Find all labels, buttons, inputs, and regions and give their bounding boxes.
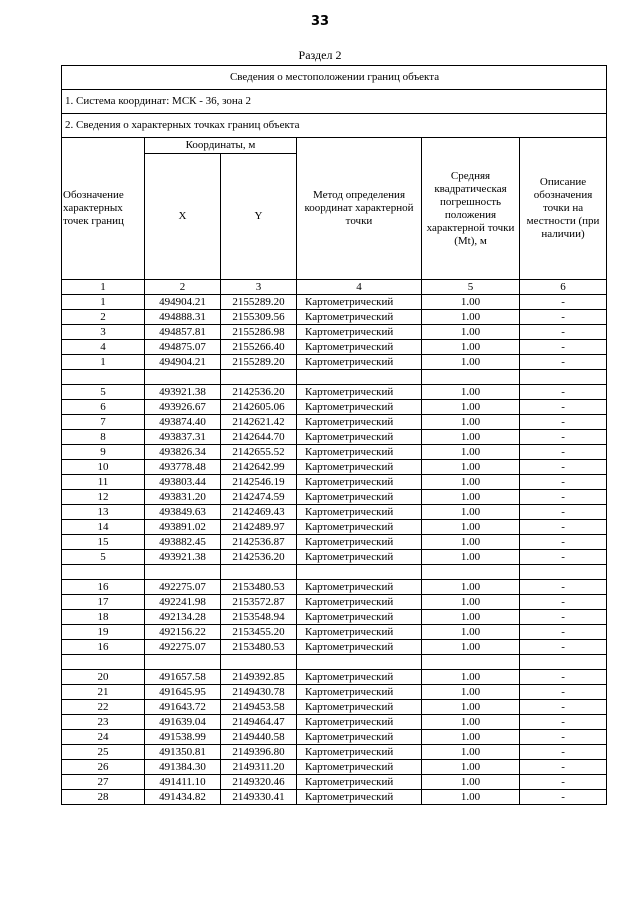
empty-cell <box>520 565 607 580</box>
table-row <box>62 670 607 685</box>
description-cell: - <box>520 610 607 625</box>
empty-cell <box>422 565 520 580</box>
x-coordinate-cell: 494904.21 <box>145 295 221 310</box>
column-number: 1 <box>62 280 145 295</box>
description-cell: - <box>520 460 607 475</box>
x-coordinate-cell: 493849.63 <box>145 505 221 520</box>
accuracy-cell: 1.00 <box>422 430 520 445</box>
x-coordinate-cell: 491411.10 <box>145 775 221 790</box>
accuracy-cell: 1.00 <box>422 685 520 700</box>
description-cell: - <box>520 550 607 565</box>
point-number-cell: 23 <box>62 715 145 730</box>
point-number-cell: 27 <box>62 775 145 790</box>
y-coordinate-cell: 2149311.20 <box>221 760 297 775</box>
accuracy-cell: 1.00 <box>422 385 520 400</box>
x-coordinate-cell: 491643.72 <box>145 700 221 715</box>
accuracy-cell: 1.00 <box>422 715 520 730</box>
table-row <box>62 475 607 490</box>
column-number: 4 <box>297 280 422 295</box>
point-number-cell: 28 <box>62 790 145 805</box>
point-number-cell: 14 <box>62 520 145 535</box>
description-cell: - <box>520 730 607 745</box>
y-coordinate-cell: 2153455.20 <box>221 625 297 640</box>
point-number-cell: 17 <box>62 595 145 610</box>
y-coordinate-cell: 2142536.20 <box>221 550 297 565</box>
empty-cell <box>145 565 221 580</box>
table-row <box>62 700 607 715</box>
empty-cell <box>62 565 145 580</box>
point-number-cell: 18 <box>62 610 145 625</box>
x-coordinate-cell: 492275.07 <box>145 640 221 655</box>
description-cell: - <box>520 310 607 325</box>
method-cell: Картометрический <box>297 355 422 370</box>
table-row <box>62 520 607 535</box>
empty-cell <box>221 655 297 670</box>
accuracy-cell: 1.00 <box>422 745 520 760</box>
y-coordinate-cell: 2149320.46 <box>221 775 297 790</box>
x-coordinate-cell: 494904.21 <box>145 355 221 370</box>
table-row <box>62 460 607 475</box>
point-number-cell: 25 <box>62 745 145 760</box>
y-coordinate-cell: 2155309.56 <box>221 310 297 325</box>
y-coordinate-cell: 2149392.85 <box>221 670 297 685</box>
description-cell: - <box>520 715 607 730</box>
point-number-cell: 2 <box>62 310 145 325</box>
y-coordinate-cell: 2155289.20 <box>221 355 297 370</box>
table-row <box>62 535 607 550</box>
accuracy-cell: 1.00 <box>422 310 520 325</box>
method-cell: Картометрический <box>297 310 422 325</box>
method-cell: Картометрический <box>297 385 422 400</box>
description-cell: - <box>520 535 607 550</box>
y-coordinate-cell: 2149453.58 <box>221 700 297 715</box>
method-cell: Картометрический <box>297 595 422 610</box>
method-cell: Картометрический <box>297 415 422 430</box>
description-cell: - <box>520 415 607 430</box>
column-number: 6 <box>520 280 607 295</box>
table-row <box>62 550 607 565</box>
table-row <box>62 415 607 430</box>
method-cell: Картометрический <box>297 670 422 685</box>
x-coordinate-cell: 494857.81 <box>145 325 221 340</box>
method-cell: Картометрический <box>297 430 422 445</box>
y-coordinate-cell: 2142621.42 <box>221 415 297 430</box>
accuracy-cell: 1.00 <box>422 610 520 625</box>
description-cell: - <box>520 520 607 535</box>
method-cell: Картометрический <box>297 730 422 745</box>
point-number-cell: 26 <box>62 760 145 775</box>
x-coordinate-cell: 493882.45 <box>145 535 221 550</box>
table-row <box>62 760 607 775</box>
y-coordinate-cell: 2142474.59 <box>221 490 297 505</box>
point-number-cell: 5 <box>62 550 145 565</box>
y-coordinate-cell: 2149396.80 <box>221 745 297 760</box>
description-cell: - <box>520 325 607 340</box>
table-row <box>62 325 607 340</box>
x-coordinate-cell: 493874.40 <box>145 415 221 430</box>
y-coordinate-cell: 2149464.47 <box>221 715 297 730</box>
table-row <box>62 340 607 355</box>
y-coordinate-cell: 2155289.20 <box>221 295 297 310</box>
x-coordinate-cell: 492134.28 <box>145 610 221 625</box>
accuracy-cell: 1.00 <box>422 535 520 550</box>
description-cell: - <box>520 340 607 355</box>
accuracy-cell: 1.00 <box>422 595 520 610</box>
group-separator-row <box>62 370 607 385</box>
method-cell: Картометрический <box>297 460 422 475</box>
y-coordinate-cell: 2153480.53 <box>221 580 297 595</box>
point-number-cell: 3 <box>62 325 145 340</box>
description-cell: - <box>520 790 607 805</box>
point-number-cell: 7 <box>62 415 145 430</box>
point-number-cell: 6 <box>62 400 145 415</box>
x-coordinate-cell: 491639.04 <box>145 715 221 730</box>
description-cell: - <box>520 700 607 715</box>
group-separator-row <box>62 565 607 580</box>
table-row <box>62 430 607 445</box>
page-number: 33 <box>310 14 330 29</box>
y-coordinate-cell: 2142469.43 <box>221 505 297 520</box>
empty-cell <box>145 370 221 385</box>
point-number-cell: 20 <box>62 670 145 685</box>
y-coordinate-cell: 2142536.87 <box>221 535 297 550</box>
method-cell: Картометрический <box>297 685 422 700</box>
table-row <box>62 505 607 520</box>
description-cell: - <box>520 385 607 400</box>
group-separator-row <box>62 655 607 670</box>
y-coordinate-cell: 2155266.40 <box>221 340 297 355</box>
point-number-cell: 12 <box>62 490 145 505</box>
method-cell: Картометрический <box>297 790 422 805</box>
accuracy-cell: 1.00 <box>422 730 520 745</box>
table-row <box>62 640 607 655</box>
accuracy-cell: 1.00 <box>422 505 520 520</box>
point-number-cell: 13 <box>62 505 145 520</box>
header-designation: Обозначение характерных точек границ <box>62 138 145 280</box>
empty-cell <box>422 655 520 670</box>
column-number: 3 <box>221 280 297 295</box>
empty-cell <box>297 565 422 580</box>
accuracy-cell: 1.00 <box>422 625 520 640</box>
y-coordinate-cell: 2142546.19 <box>221 475 297 490</box>
method-cell: Картометрический <box>297 535 422 550</box>
method-cell: Картометрический <box>297 640 422 655</box>
column-numbers-row <box>62 280 607 295</box>
header-accuracy: Средняя квадратическая погрешность положения характерной точки (Mt), м <box>422 138 520 280</box>
accuracy-cell: 1.00 <box>422 580 520 595</box>
empty-cell <box>221 565 297 580</box>
table-row <box>62 445 607 460</box>
description-cell: - <box>520 355 607 370</box>
point-number-cell: 5 <box>62 385 145 400</box>
point-number-cell: 10 <box>62 460 145 475</box>
method-cell: Картометрический <box>297 625 422 640</box>
x-coordinate-cell: 492156.22 <box>145 625 221 640</box>
x-coordinate-cell: 491434.82 <box>145 790 221 805</box>
method-cell: Картометрический <box>297 340 422 355</box>
point-number-cell: 24 <box>62 730 145 745</box>
description-cell: - <box>520 625 607 640</box>
accuracy-cell: 1.00 <box>422 295 520 310</box>
description-cell: - <box>520 580 607 595</box>
accuracy-cell: 1.00 <box>422 460 520 475</box>
table-row <box>62 400 607 415</box>
table-row <box>62 490 607 505</box>
method-cell: Картометрический <box>297 715 422 730</box>
x-coordinate-cell: 493921.38 <box>145 385 221 400</box>
x-coordinate-cell: 494888.31 <box>145 310 221 325</box>
empty-cell <box>520 655 607 670</box>
accuracy-cell: 1.00 <box>422 400 520 415</box>
empty-cell <box>145 655 221 670</box>
description-cell: - <box>520 400 607 415</box>
accuracy-cell: 1.00 <box>422 355 520 370</box>
x-coordinate-cell: 492241.98 <box>145 595 221 610</box>
table-row <box>62 625 607 640</box>
empty-cell <box>62 655 145 670</box>
y-coordinate-cell: 2149440.58 <box>221 730 297 745</box>
accuracy-cell: 1.00 <box>422 445 520 460</box>
point-number-cell: 1 <box>62 355 145 370</box>
table-row <box>62 745 607 760</box>
header-y: Y <box>221 154 297 280</box>
x-coordinate-cell: 493837.31 <box>145 430 221 445</box>
x-coordinate-cell: 493778.48 <box>145 460 221 475</box>
accuracy-cell: 1.00 <box>422 415 520 430</box>
header-method: Метод определения координат характерной точки <box>297 138 422 280</box>
description-cell: - <box>520 505 607 520</box>
empty-cell <box>62 370 145 385</box>
y-coordinate-cell: 2153548.94 <box>221 610 297 625</box>
point-number-cell: 8 <box>62 430 145 445</box>
accuracy-cell: 1.00 <box>422 670 520 685</box>
y-coordinate-cell: 2142655.52 <box>221 445 297 460</box>
table-title: Сведения о местоположении границ объекта <box>62 66 607 90</box>
method-cell: Картометрический <box>297 505 422 520</box>
x-coordinate-cell: 491350.81 <box>145 745 221 760</box>
empty-cell <box>297 655 422 670</box>
table-row <box>62 580 607 595</box>
table-row <box>62 295 607 310</box>
table-row <box>62 715 607 730</box>
method-cell: Картометрический <box>297 520 422 535</box>
header-x: X <box>145 154 221 280</box>
method-cell: Картометрический <box>297 475 422 490</box>
description-cell: - <box>520 685 607 700</box>
table-row <box>62 355 607 370</box>
method-cell: Картометрический <box>297 325 422 340</box>
table-row <box>62 610 607 625</box>
description-cell: - <box>520 670 607 685</box>
table-row <box>62 790 607 805</box>
accuracy-cell: 1.00 <box>422 790 520 805</box>
header-description: Описание обозначения точки на местности (при наличии) <box>520 138 607 280</box>
description-cell: - <box>520 640 607 655</box>
y-coordinate-cell: 2142605.06 <box>221 400 297 415</box>
method-cell: Картометрический <box>297 700 422 715</box>
points-heading: 2. Сведения о характерных точках границ объекта <box>62 114 607 138</box>
method-cell: Картометрический <box>297 550 422 565</box>
y-coordinate-cell: 2149430.78 <box>221 685 297 700</box>
method-cell: Картометрический <box>297 775 422 790</box>
method-cell: Картометрический <box>297 745 422 760</box>
method-cell: Картометрический <box>297 445 422 460</box>
description-cell: - <box>520 745 607 760</box>
method-cell: Картометрический <box>297 400 422 415</box>
description-cell: - <box>520 445 607 460</box>
method-cell: Картометрический <box>297 610 422 625</box>
accuracy-cell: 1.00 <box>422 550 520 565</box>
point-number-cell: 16 <box>62 640 145 655</box>
description-cell: - <box>520 295 607 310</box>
point-number-cell: 1 <box>62 295 145 310</box>
x-coordinate-cell: 491645.95 <box>145 685 221 700</box>
table-row <box>62 385 607 400</box>
accuracy-cell: 1.00 <box>422 520 520 535</box>
method-cell: Картометрический <box>297 760 422 775</box>
y-coordinate-cell: 2142642.99 <box>221 460 297 475</box>
accuracy-cell: 1.00 <box>422 700 520 715</box>
point-number-cell: 21 <box>62 685 145 700</box>
method-cell: Картометрический <box>297 580 422 595</box>
point-number-cell: 11 <box>62 475 145 490</box>
x-coordinate-cell: 493921.38 <box>145 550 221 565</box>
empty-cell <box>422 370 520 385</box>
x-coordinate-cell: 493891.02 <box>145 520 221 535</box>
accuracy-cell: 1.00 <box>422 475 520 490</box>
y-coordinate-cell: 2155286.98 <box>221 325 297 340</box>
y-coordinate-cell: 2149330.41 <box>221 790 297 805</box>
description-cell: - <box>520 490 607 505</box>
point-number-cell: 9 <box>62 445 145 460</box>
table-row <box>62 595 607 610</box>
section-label: Раздел 2 <box>298 48 342 62</box>
x-coordinate-cell: 494875.07 <box>145 340 221 355</box>
accuracy-cell: 1.00 <box>422 340 520 355</box>
table-row <box>62 685 607 700</box>
method-cell: Картометрический <box>297 295 422 310</box>
accuracy-cell: 1.00 <box>422 640 520 655</box>
description-cell: - <box>520 595 607 610</box>
description-cell: - <box>520 430 607 445</box>
description-cell: - <box>520 775 607 790</box>
table-row <box>62 730 607 745</box>
point-number-cell: 15 <box>62 535 145 550</box>
description-cell: - <box>520 760 607 775</box>
table-row <box>62 775 607 790</box>
point-number-cell: 4 <box>62 340 145 355</box>
column-number: 5 <box>422 280 520 295</box>
y-coordinate-cell: 2142489.97 <box>221 520 297 535</box>
y-coordinate-cell: 2142536.20 <box>221 385 297 400</box>
point-number-cell: 16 <box>62 580 145 595</box>
header-coordinates: Координаты, м <box>145 138 297 154</box>
boundary-points-table <box>61 65 607 805</box>
x-coordinate-cell: 493926.67 <box>145 400 221 415</box>
accuracy-cell: 1.00 <box>422 775 520 790</box>
method-cell: Картометрический <box>297 490 422 505</box>
point-number-cell: 22 <box>62 700 145 715</box>
x-coordinate-cell: 491657.58 <box>145 670 221 685</box>
accuracy-cell: 1.00 <box>422 325 520 340</box>
x-coordinate-cell: 493826.34 <box>145 445 221 460</box>
y-coordinate-cell: 2142644.70 <box>221 430 297 445</box>
accuracy-cell: 1.00 <box>422 760 520 775</box>
x-coordinate-cell: 493831.20 <box>145 490 221 505</box>
description-cell: - <box>520 475 607 490</box>
empty-cell <box>221 370 297 385</box>
x-coordinate-cell: 492275.07 <box>145 580 221 595</box>
y-coordinate-cell: 2153480.53 <box>221 640 297 655</box>
empty-cell <box>520 370 607 385</box>
x-coordinate-cell: 491538.99 <box>145 730 221 745</box>
x-coordinate-cell: 491384.30 <box>145 760 221 775</box>
x-coordinate-cell: 493803.44 <box>145 475 221 490</box>
point-number-cell: 19 <box>62 625 145 640</box>
column-number: 2 <box>145 280 221 295</box>
accuracy-cell: 1.00 <box>422 490 520 505</box>
table-row <box>62 310 607 325</box>
empty-cell <box>297 370 422 385</box>
y-coordinate-cell: 2153572.87 <box>221 595 297 610</box>
coordinate-system: 1. Система координат: МСК - 36, зона 2 <box>62 90 607 114</box>
